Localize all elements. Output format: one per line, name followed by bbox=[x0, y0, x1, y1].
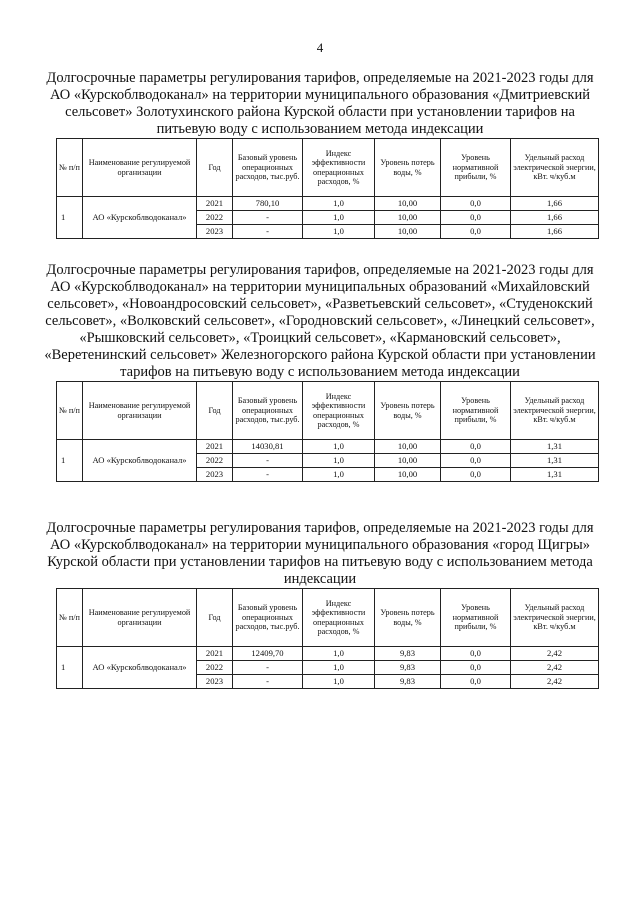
header-num: № п/п bbox=[57, 139, 83, 197]
cell-year: 2021 bbox=[197, 647, 233, 661]
row-num: 1 bbox=[57, 440, 83, 482]
org-name: АО «Курскоблводоканал» bbox=[83, 197, 197, 239]
cell-loss: 10,00 bbox=[375, 211, 441, 225]
cell-profit: 0,0 bbox=[441, 661, 511, 675]
cell-index: 1,0 bbox=[303, 468, 375, 482]
cell-index: 1,0 bbox=[303, 197, 375, 211]
header-profit: Уровень нормативной прибыли, % bbox=[441, 589, 511, 647]
header-index: Индекс эффективности операционных расходов, % bbox=[303, 382, 375, 440]
section-title: Долгосрочные параметры регулирования тарифов, определяемые на 2021-2023 годы для АО «Курскоблводоканал» на территории муниципального образования «город Щигры» Курской области при установлении тарифов на питьевую воду с использованием метода индексации bbox=[46, 520, 594, 587]
cell-year: 2022 bbox=[197, 661, 233, 675]
cell-loss: 10,00 bbox=[375, 468, 441, 482]
section-title: Долгосрочные параметры регулирования тарифов, определяемые на 2021-2023 годы для АО «Курскоблводоканал» на территории муниципального образования «Дмитриевский сельсовет» Золотухинского района Курской области при установлении тарифов на питьевую воду с использованием метода индексации bbox=[46, 70, 594, 137]
cell-index: 1,0 bbox=[303, 661, 375, 675]
cell-energy: 2,42 bbox=[511, 647, 599, 661]
header-energy: Удельный расход электрической энергии, кВт. ч/куб.м bbox=[511, 382, 599, 440]
cell-profit: 0,0 bbox=[441, 197, 511, 211]
tariff-table bbox=[56, 381, 599, 482]
cell-energy: 2,42 bbox=[511, 661, 599, 675]
header-energy: Удельный расход электрической энергии, кВт. ч/куб.м bbox=[511, 139, 599, 197]
cell-base: - bbox=[233, 211, 303, 225]
cell-year: 2023 bbox=[197, 468, 233, 482]
cell-loss: 10,00 bbox=[375, 440, 441, 454]
cell-index: 1,0 bbox=[303, 675, 375, 689]
header-loss: Уровень потерь воды, % bbox=[375, 139, 441, 197]
cell-year: 2021 bbox=[197, 197, 233, 211]
cell-year: 2023 bbox=[197, 675, 233, 689]
cell-base: 780,10 bbox=[233, 197, 303, 211]
header-num: № п/п bbox=[57, 589, 83, 647]
row-num: 1 bbox=[57, 197, 83, 239]
cell-index: 1,0 bbox=[303, 454, 375, 468]
header-row bbox=[57, 589, 599, 647]
section-3 bbox=[0, 520, 640, 689]
cell-base: - bbox=[233, 675, 303, 689]
section-title: Долгосрочные параметры регулирования тарифов, определяемые на 2021-2023 годы для АО «Курскоблводоканал» на территории муниципальных образований «Михайловский сельсовет», «Новоандросовский сельсовет», «Разветьевский сельсовет», «Студенокский сельсовет», «Волковский сельсовет», «Городновский сельсовет», «Линецкий сельсовет», «Рышковский сельсовет», «Троицкий сельсовет», «Кармановский сельсовет», «Веретенинский сельсовет» Железногорского района Курской области при установлении тарифов на питьевую воду с использованием метода индексации bbox=[44, 262, 596, 380]
org-name: АО «Курскоблводоканал» bbox=[83, 647, 197, 689]
header-index: Индекс эффективности операционных расходов, % bbox=[303, 589, 375, 647]
tariff-table bbox=[56, 588, 599, 689]
cell-year: 2021 bbox=[197, 440, 233, 454]
header-year: Год bbox=[197, 139, 233, 197]
cell-energy: 1,66 bbox=[511, 197, 599, 211]
header-year: Год bbox=[197, 589, 233, 647]
section-2 bbox=[0, 262, 640, 482]
tariff-table bbox=[56, 138, 599, 239]
cell-year: 2023 bbox=[197, 225, 233, 239]
header-loss: Уровень потерь воды, % bbox=[375, 589, 441, 647]
header-num: № п/п bbox=[57, 382, 83, 440]
table-row bbox=[57, 647, 599, 661]
cell-profit: 0,0 bbox=[441, 675, 511, 689]
header-index: Индекс эффективности операционных расходов, % bbox=[303, 139, 375, 197]
header-base: Базовый уровень операционных расходов, тыс.руб. bbox=[233, 139, 303, 197]
header-row bbox=[57, 382, 599, 440]
cell-profit: 0,0 bbox=[441, 211, 511, 225]
cell-energy: 1,31 bbox=[511, 468, 599, 482]
cell-energy: 1,66 bbox=[511, 225, 599, 239]
cell-energy: 1,31 bbox=[511, 440, 599, 454]
org-name: АО «Курскоблводоканал» bbox=[83, 440, 197, 482]
cell-loss: 9,83 bbox=[375, 675, 441, 689]
header-base: Базовый уровень операционных расходов, тыс.руб. bbox=[233, 382, 303, 440]
section-1 bbox=[0, 70, 640, 239]
cell-energy: 2,42 bbox=[511, 675, 599, 689]
header-profit: Уровень нормативной прибыли, % bbox=[441, 139, 511, 197]
row-num: 1 bbox=[57, 647, 83, 689]
cell-profit: 0,0 bbox=[441, 440, 511, 454]
cell-index: 1,0 bbox=[303, 225, 375, 239]
cell-year: 2022 bbox=[197, 454, 233, 468]
header-loss: Уровень потерь воды, % bbox=[375, 382, 441, 440]
cell-base: 14030,81 bbox=[233, 440, 303, 454]
header-org: Наименование регулируемой организации bbox=[83, 382, 197, 440]
cell-loss: 10,00 bbox=[375, 197, 441, 211]
cell-base: - bbox=[233, 468, 303, 482]
cell-loss: 9,83 bbox=[375, 647, 441, 661]
cell-energy: 1,66 bbox=[511, 211, 599, 225]
cell-base: 12409,70 bbox=[233, 647, 303, 661]
cell-loss: 10,00 bbox=[375, 454, 441, 468]
table-row bbox=[57, 197, 599, 211]
header-year: Год bbox=[197, 382, 233, 440]
cell-base: - bbox=[233, 454, 303, 468]
cell-loss: 9,83 bbox=[375, 661, 441, 675]
cell-profit: 0,0 bbox=[441, 647, 511, 661]
header-org: Наименование регулируемой организации bbox=[83, 139, 197, 197]
cell-base: - bbox=[233, 661, 303, 675]
page-number: 4 bbox=[316, 40, 324, 55]
header-profit: Уровень нормативной прибыли, % bbox=[441, 382, 511, 440]
cell-profit: 0,0 bbox=[441, 225, 511, 239]
cell-year: 2022 bbox=[197, 211, 233, 225]
cell-profit: 0,0 bbox=[441, 454, 511, 468]
header-energy: Удельный расход электрической энергии, кВт. ч/куб.м bbox=[511, 589, 599, 647]
table-row bbox=[57, 440, 599, 454]
cell-index: 1,0 bbox=[303, 440, 375, 454]
cell-energy: 1,31 bbox=[511, 454, 599, 468]
cell-index: 1,0 bbox=[303, 211, 375, 225]
header-base: Базовый уровень операционных расходов, тыс.руб. bbox=[233, 589, 303, 647]
header-row bbox=[57, 139, 599, 197]
cell-profit: 0,0 bbox=[441, 468, 511, 482]
cell-base: - bbox=[233, 225, 303, 239]
header-org: Наименование регулируемой организации bbox=[83, 589, 197, 647]
cell-index: 1,0 bbox=[303, 647, 375, 661]
cell-loss: 10,00 bbox=[375, 225, 441, 239]
